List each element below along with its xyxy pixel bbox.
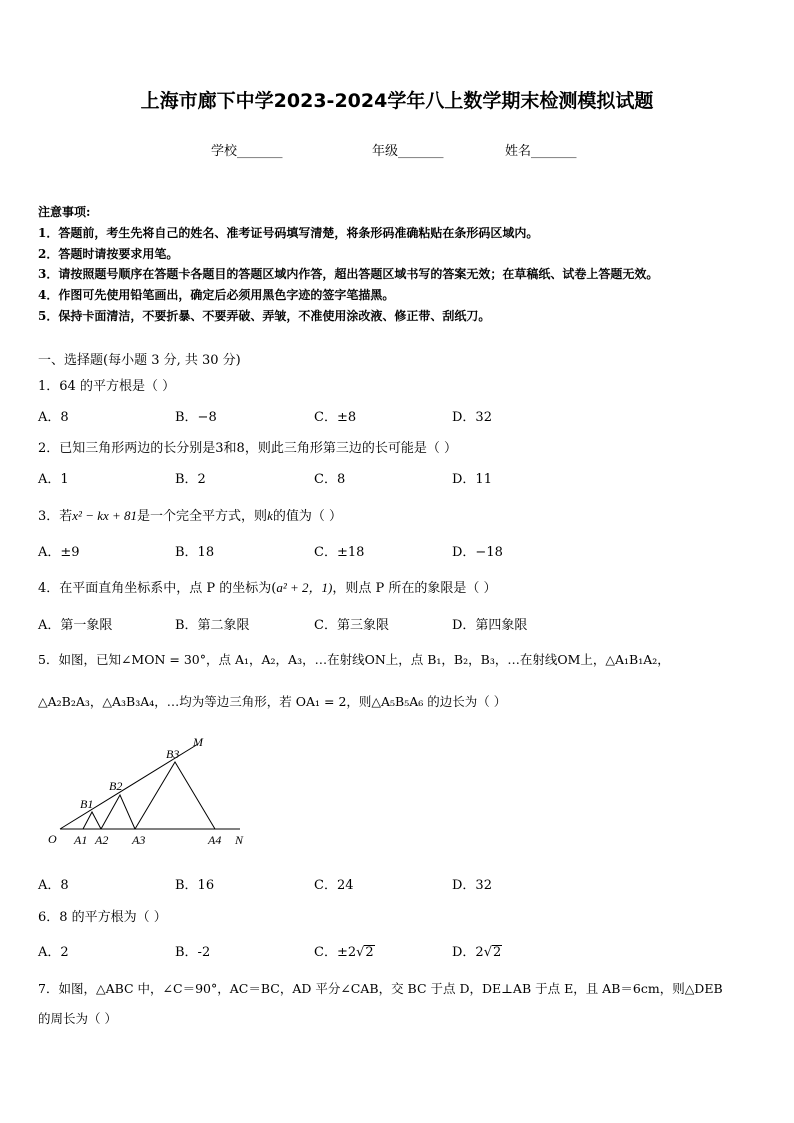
q3-option-a: A．±9: [38, 545, 80, 560]
question-7-line2: 的周长为（ ）: [38, 1011, 117, 1026]
question-7-line1: 7．如图，△ABC 中，∠C＝90°，AC＝BC，AD 平分∠CAB，交 BC 于点 D，DE⊥AB 于点 E，且 AB＝6cm，则△DEB: [38, 981, 723, 996]
question-4-stem: 4．在平面直角坐标系中，点 P 的坐标为(a² + 2，1)，则点 P 所在的象限是（ ）: [38, 580, 497, 596]
q3-option-d: D．−18: [452, 545, 503, 560]
note-item: 3．请按照题号顺序在答题卡各题目的答题区域内作答，超出答题区域书写的答案无效；在草稿纸、试卷上答题无效。: [38, 267, 659, 281]
question-6-stem: 6．8 的平方根为（ ）: [38, 910, 167, 925]
question-1-stem: 1．64 的平方根是（ ）: [38, 379, 176, 394]
q6-option-a: A．2: [38, 945, 69, 960]
q5-option-d: D．32: [452, 878, 492, 893]
q5-option-b: B．16: [175, 878, 215, 893]
triangle-1: [83, 812, 101, 829]
label-b1: B1: [80, 797, 94, 811]
q3-option-c: C．±18: [314, 545, 365, 560]
q6-option-c: C．±2√2: [314, 945, 374, 960]
q1-option-d: D．32: [452, 410, 492, 425]
q1-option-c: C．±8: [314, 410, 357, 425]
note-item: 1．答题前，考生先将自己的姓名、准考证号码填写清楚，将条形码准确粘贴在条形码区域内。: [38, 226, 539, 240]
q6-option-b: B．-2: [175, 945, 211, 960]
triangle-3: [135, 762, 215, 829]
label-a2: A2: [95, 833, 109, 847]
section-heading: 一、选择题(每小题 3 分, 共 30 分): [38, 353, 241, 368]
note-item: 4．作图可先使用铅笔画出，确定后必须用黑色字迹的签字笔描黑。: [38, 288, 395, 302]
grade-field: 年级_______: [372, 144, 444, 159]
label-a1: A1: [74, 833, 88, 847]
q1-option-a: A．8: [38, 410, 69, 425]
school-field: 学校_______: [211, 144, 283, 159]
question-5-line2: △A₂B₂A₃，△A₃B₃A₄，…均为等边三角形，若 OA₁ = 2，则△A₅B₅A₆ 的边长为（ ）: [38, 694, 507, 709]
q4-option-d: D．第四象限: [452, 618, 528, 633]
q1-option-b: B．−8: [175, 410, 217, 425]
q2-option-c: C．8: [314, 472, 346, 487]
q2-option-a: A．1: [38, 472, 69, 487]
question-3-stem: 3．若x² − kx + 81是一个完全平方式，则k的值为（ ）: [38, 508, 342, 524]
q4-expression: a² + 2，1): [276, 580, 333, 595]
label-o: O: [48, 832, 57, 846]
label-a3: A3: [132, 833, 146, 847]
label-a4: A4: [208, 833, 222, 847]
q5-option-c: C．24: [314, 878, 354, 893]
q4-option-c: C．第三象限: [314, 618, 389, 633]
question-5-line1: 5．如图，已知∠MON = 30°，点 A₁，A₂，A₃，…在射线ON上，点 B₁，B₂，B₃，…在射线OM上，△A₁B₁A₂，: [38, 652, 670, 667]
q2-option-d: D．11: [452, 472, 492, 487]
name-field: 姓名_______: [505, 144, 577, 159]
page-title: 上海市廊下中学2023-2024学年八上数学期末检测模拟试题: [140, 90, 654, 112]
q4-option-b: B．第二象限: [175, 618, 250, 633]
label-b2: B2: [109, 779, 123, 793]
q4-option-a: A．第一象限: [38, 618, 113, 633]
note-item: 5．保持卡面清洁，不要折暴、不要弄破、弄皱，不准使用涂改液、修正带、刮纸刀。: [38, 309, 491, 323]
label-n: N: [235, 833, 244, 847]
q3-expression: x² − kx + 81: [72, 508, 138, 523]
label-b3: B3: [166, 747, 180, 761]
q3-option-b: B．18: [175, 545, 215, 560]
q6-option-d: D．2√2: [452, 945, 502, 960]
q5-figure: [40, 732, 270, 857]
note-item: 2．答题时请按要求用笔。: [38, 247, 179, 261]
label-m: M: [193, 735, 203, 749]
question-2-stem: 2．已知三角形两边的长分别是3和8，则此三角形第三边的长可能是（ ）: [38, 441, 457, 456]
q5-option-a: A．8: [38, 878, 69, 893]
notes-heading: 注意事项:: [38, 205, 91, 219]
q2-option-b: B．2: [175, 472, 206, 487]
